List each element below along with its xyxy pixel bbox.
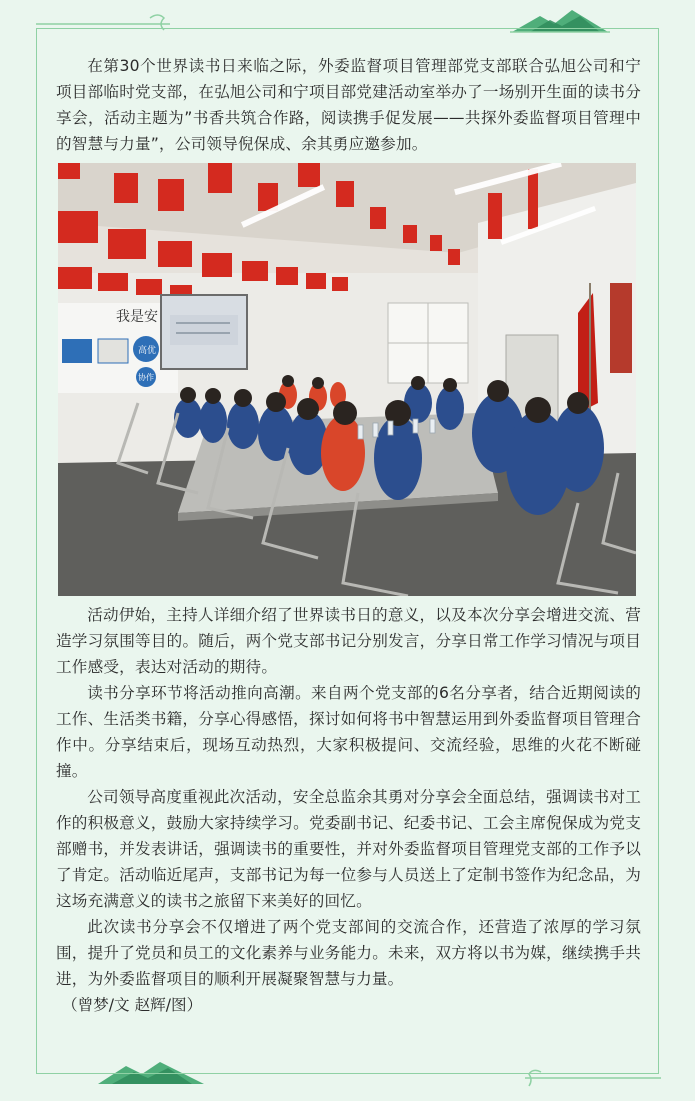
body-paragraph-4: 此次读书分享会不仅增进了两个党支部间的交流合作，还营造了浓厚的学习氛围，提升了党员和员工的文化素养与业务能力。未来，双方将以书为媒，继续携手共进，为外委监督项目的顺利开展凝聚智慧与力量。 [56, 918, 641, 988]
body-paragraph-3: 公司领导高度重视此次活动，安全总监余其勇对分享会全面总结，强调读书对工作的积极意义，鼓励大家持续学习。党委副书记、纪委书记、工会主席倪保成为党支部赠书，并发表讲话，强调读书的重要性，并对外委监督项目管理党支部的工作予以了肯定。活动临近尾声，支部书记为每一位参与人员送上了定制书签作为纪念品，为这场充满意义的读书之旅留下来美好的回忆。 [56, 788, 641, 910]
author-credit: （曾梦/文 赵辉/图） [62, 996, 203, 1014]
body-paragraph-2: 读书分享环节将活动推向高潮。来自两个党支部的6名分享者，结合近期阅读的工作、生活类书籍，分享心得感悟，探讨如何将书中智慧运用到外委监督项目管理合作中。分享结束后，现场互动热烈，大家积极提问、交流经验，思维的火花不断碰撞。 [56, 684, 641, 780]
wall-icon-label-1: 高优 [138, 346, 157, 356]
article-body [56, 53, 641, 1018]
wall-icon-label-2: 协作 [138, 373, 154, 382]
meeting-room-illustration [58, 163, 636, 596]
wall-slogan: 我是安 [116, 309, 158, 325]
event-photo [58, 163, 636, 596]
body-paragraph-1: 活动伊始，主持人详细介绍了世界读书日的意义，以及本次分享会增进交流、营造学习氛围等目的。随后，两个党支部书记分别发言，分享日常工作学习情况与项目工作感受，表达对活动的期待。 [56, 606, 641, 676]
intro-paragraph: 在第30个世界读书日来临之际，外委监督项目管理部党支部联合弘旭公司和宁项目部临时党支部，在弘旭公司和宁项目部党建活动室举办了一场别开生面的读书分享会，活动主题为”书香共筑合作路，阅读携手促发展——共探外委监督项目管理中的智慧与力量”，公司领导倪保成、余其勇应邀参加。 [56, 57, 641, 153]
